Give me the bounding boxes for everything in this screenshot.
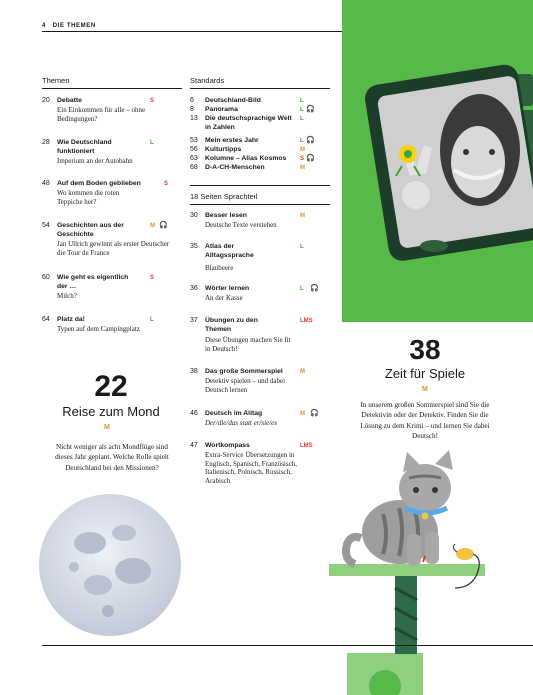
item-desc: Extra-Service Übersetzungen in Englisch, Spanisch, Französisch, Italienisch, Polnisch, Russisch, Arabisch (205, 451, 297, 485)
level-badge: M (300, 147, 305, 153)
feature-22-number: 22 (94, 370, 128, 403)
item-title: Übungen zu den Themen (205, 317, 258, 333)
level-badge: L (150, 317, 154, 323)
item-desc: Wo kommen die roten Teppiche her? (57, 189, 120, 206)
page-num: 13 (190, 115, 198, 122)
page-num: 35 (190, 243, 198, 250)
page-header (42, 23, 96, 29)
themen-divider (42, 88, 182, 89)
sprachteil-divider-2 (190, 204, 330, 205)
feature-38-text: In unserem großen Sommerspiel sind Sie die Detektivin oder der Detektiv. Finden Sie die Lösung zu dem Krimi – und lernen Sie dabei Deutsch! (360, 401, 490, 441)
page-num: 54 (42, 222, 50, 229)
standards-divider (190, 88, 330, 89)
level-badge: S (150, 98, 155, 104)
item-desc: Blaubeere (205, 264, 234, 272)
level-badge: M (422, 386, 428, 393)
page-num: 6 (190, 97, 194, 104)
page-num: 30 (190, 212, 198, 219)
item-title: Wie Deutschland funktioniert (57, 139, 112, 155)
item-desc: Der/die/das statt er/sie/es (205, 419, 277, 427)
item-title: Kolumne – Alias Kosmos (205, 155, 287, 162)
item-title: Die deutschsprachige Welt in Zahlen (205, 115, 292, 131)
page-num: 64 (42, 316, 50, 323)
level-badge: L (300, 138, 304, 144)
moon-image (38, 493, 182, 637)
level-badge: M (300, 165, 305, 171)
page-num: 48 (42, 180, 50, 187)
standards-item[interactable] (190, 115, 330, 133)
level-badge: M (300, 369, 305, 375)
item-title: Debatte (57, 97, 82, 104)
page-num: 20 (42, 97, 50, 104)
headphones-icon[interactable]: 🎧 (306, 154, 315, 162)
feature-22-text: Nicht weniger als acht Mondflüge sind dieses Jahr geplant. Welche Rolle spielt Deutschland bei den Missionen? (55, 443, 169, 472)
item-title: Deutschland-Bild (205, 97, 261, 104)
level-badge: M (104, 424, 110, 431)
item-title: Mein erstes Jahr (205, 137, 259, 144)
page-num: 53 (190, 137, 198, 144)
sprachteil-item[interactable] (190, 317, 330, 361)
item-title: Kulturtipps (205, 146, 242, 153)
level-badge: L (300, 244, 304, 250)
page-num: 47 (190, 442, 198, 449)
headphones-icon[interactable]: 🎧 (310, 284, 319, 292)
page-num: 68 (190, 164, 198, 171)
item-title: Besser lesen (205, 212, 247, 219)
level-badge: M (300, 213, 305, 219)
sprachteil-item[interactable] (190, 285, 330, 307)
item-desc: An der Kasse (205, 294, 243, 302)
standards-item[interactable] (190, 137, 330, 146)
green-photo-panel (342, 0, 533, 322)
item-desc: Milch? (57, 292, 77, 300)
themen-item[interactable] (42, 222, 182, 268)
page-num: 46 (190, 410, 198, 417)
level-badge: S (150, 275, 155, 281)
level-badge: LMS (300, 318, 313, 324)
item-desc: Typen auf dem Campingplatz (57, 325, 140, 333)
standards-item[interactable] (190, 164, 330, 173)
page-num: 36 (190, 285, 198, 292)
page-number: 4 (42, 23, 46, 29)
standards-heading: Standards (190, 76, 225, 85)
page-num: 63 (190, 155, 198, 162)
themen-heading: Themen (42, 76, 70, 85)
level-badge: L (300, 98, 304, 104)
feature-38-title[interactable]: Zeit für Spiele (384, 366, 466, 381)
themen-item[interactable] (42, 97, 182, 137)
section-title: DIE THEMEN (52, 23, 96, 29)
sprachteil-item[interactable] (190, 442, 330, 512)
item-title: D-A-CH-Menschen (205, 164, 265, 171)
level-badge: L (150, 140, 154, 146)
themen-item[interactable] (42, 316, 182, 338)
level-badge: M (150, 223, 155, 229)
page-num: 28 (42, 139, 50, 146)
page-num: 8 (190, 106, 194, 113)
level-badge: M (300, 411, 305, 417)
feature-38-number: 38 (409, 334, 441, 365)
headphones-icon[interactable]: 🎧 (306, 136, 315, 144)
item-title: Auf dem Boden geblieben (57, 180, 141, 187)
item-title: Platz da! (57, 316, 85, 323)
level-badge: S (300, 156, 305, 162)
item-desc: Imperium an der Autobahn (57, 157, 133, 165)
footer-divider (42, 645, 533, 646)
feature-22-title[interactable]: Reise zum Mond (62, 404, 160, 419)
sprachteil-item[interactable] (190, 368, 330, 400)
selfie-stick-illustration (342, 0, 533, 322)
item-title: Wie geht es eigentlich der … (57, 274, 129, 290)
item-desc: Deutsche Texte verstehen (205, 221, 277, 229)
item-title: Panorama (205, 106, 238, 113)
item-desc: Detektiv spielen – und dabei Deutsch lernen (205, 377, 286, 394)
item-title: Wörter lernen (205, 285, 250, 292)
item-title: Geschichten aus der Geschichte (57, 222, 124, 238)
headphones-icon[interactable]: 🎧 (310, 409, 319, 417)
page-num: 37 (190, 317, 198, 324)
level-badge: L (300, 116, 304, 122)
header-divider (42, 31, 342, 32)
sprachteil-item[interactable] (190, 410, 330, 432)
item-desc: Ein Einkommen für alle – ohne Bedingungen? (57, 106, 146, 123)
item-title: Das große Sommerspiel (205, 368, 283, 375)
page-num: 38 (190, 368, 198, 375)
level-badge: L (300, 286, 304, 292)
sprachteil-item[interactable] (190, 212, 330, 234)
themen-item[interactable] (42, 139, 182, 179)
sprachteil-item[interactable] (190, 243, 330, 275)
item-desc: Jan Ullrich gewinnt als erster Deutscher die Tour de France (57, 240, 170, 257)
themen-item[interactable] (42, 274, 182, 310)
page-num: 56 (190, 146, 198, 153)
item-desc: Diese Übungen machen Sie fit in Deutsch! (205, 336, 291, 353)
headphones-icon[interactable]: 🎧 (306, 105, 315, 113)
cat-illustration (325, 448, 533, 695)
page-num: 60 (42, 274, 50, 281)
sprachteil-heading: 18 Seiten Sprachteil (190, 192, 258, 201)
standards-item[interactable] (190, 155, 330, 164)
level-badge: L (300, 107, 304, 113)
level-badge: S (164, 181, 169, 187)
item-title: Wortkompass (205, 442, 250, 449)
item-title: Atlas der Alltagssprache (205, 243, 254, 259)
level-badge: LMS (300, 443, 313, 449)
standards-item[interactable] (190, 106, 330, 115)
themen-item[interactable] (42, 180, 182, 220)
sprachteil-divider (190, 185, 330, 186)
item-title: Deutsch im Alltag (205, 410, 263, 417)
headphones-icon[interactable]: 🎧 (159, 221, 168, 229)
